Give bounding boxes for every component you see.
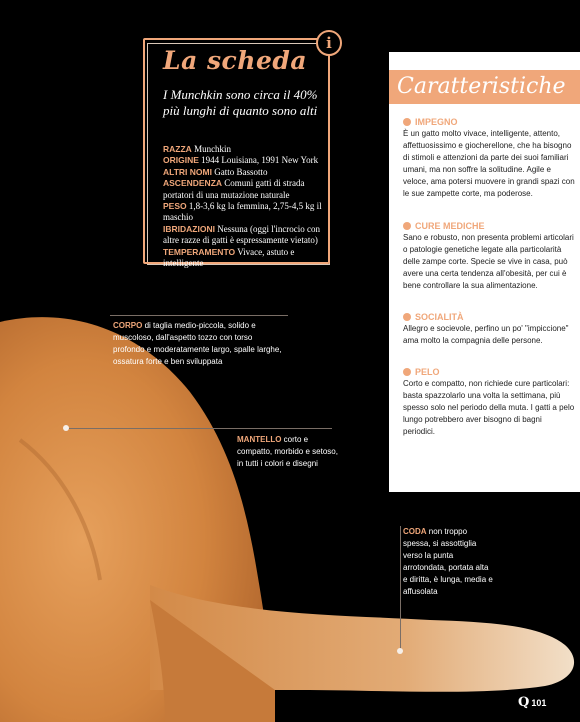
page-number: Q 101 [518, 695, 547, 710]
callout-mantello: MANTELLO corto e compatto, morbido e setoso, in tutti i colori e disegni [237, 435, 338, 468]
info-icon: i [316, 30, 342, 56]
corpo-rule [110, 315, 288, 316]
bullet-icon [403, 222, 411, 230]
fact-row: ASCENDENZA Comuni gatti di strada portatori di una mutazione naturale [163, 178, 305, 200]
fact-row: IBRIDAZIONI Nessuna (oggi l'incrocio con altre razze di gatti è espressamente vietato) [163, 223, 321, 246]
bullet-icon [403, 368, 411, 376]
scheda-intro: I Munchkin sono circa il 40% più lunghi di quanto sono alti [163, 87, 318, 118]
section-impegno: IMPEGNO È un gatto molto vivace, intelligente, attento, affettuosissimo e giocherellone, che ha bisogno di stimoli e attenzioni da parte dei suoi familiari umani, ma non soffre la solitudine. Agile e veloce, ama potersi muovere in grandi spazi con le sue zampette corte, ma poderose. [403, 117, 575, 198]
callout-corpo: CORPO di taglia medio-piccola, solido e muscoloso, dall'aspetto tozzo con torso profondo e moderatamente largo, spalle larghe, ossatura forte e ben sviluppata [113, 321, 282, 366]
fact-row: ORIGINE 1944 Louisiana, 1991 New York [163, 155, 319, 166]
coda-line [400, 526, 401, 650]
magazine-logo: Q [518, 695, 530, 710]
section-pelo: PELO Corto e compatto, non richiede cure particolari: basta spazzolarlo una volta la settimana, più spesso solo nel periodo della muta. I gatti a pelo lungo potrebbero aver bisogno di bagni periodici. [403, 367, 575, 436]
section-socialita: SOCIALITÀ Allegro e socievole, perfino un po' "impiccione" ama molto la compagnia delle persone. [403, 312, 569, 345]
fact-row: PESO 1,8-3,6 kg la femmina, 2,75-4,5 kg il maschio [163, 201, 322, 223]
fact-row: RAZZA Munchkin [163, 144, 232, 154]
scheda-title: La scheda [163, 46, 308, 75]
callout-coda: CODA non troppo spessa, si assottiglia verso la punta arrotondata, portata alta e diritta, è lunga, media e affusolata [403, 527, 493, 596]
bullet-icon [403, 118, 411, 126]
bullet-icon [403, 313, 411, 321]
section-cure-mediche: CURE MEDICHE Sano e robusto, non presenta problemi articolari o patologie genetiche legate alla particolarità delle zampe corte. Specie se vive in casa, può avere una certa tendenza all'obesità, per cui è bene controllare la sua alimentazione. [403, 221, 574, 290]
caratteristiche-banner [389, 70, 580, 104]
caratteristiche-title: Caratteristiche [397, 74, 566, 99]
mantello-line [69, 428, 332, 429]
coda-pin [397, 648, 403, 654]
facts-list [163, 144, 333, 269]
fact-row: TEMPERAMENTO Vivace, astuto e intelligente [163, 246, 295, 269]
fact-row: ALTRI NOMI Gatto Bassotto [163, 166, 268, 177]
scheda-box [143, 34, 332, 269]
